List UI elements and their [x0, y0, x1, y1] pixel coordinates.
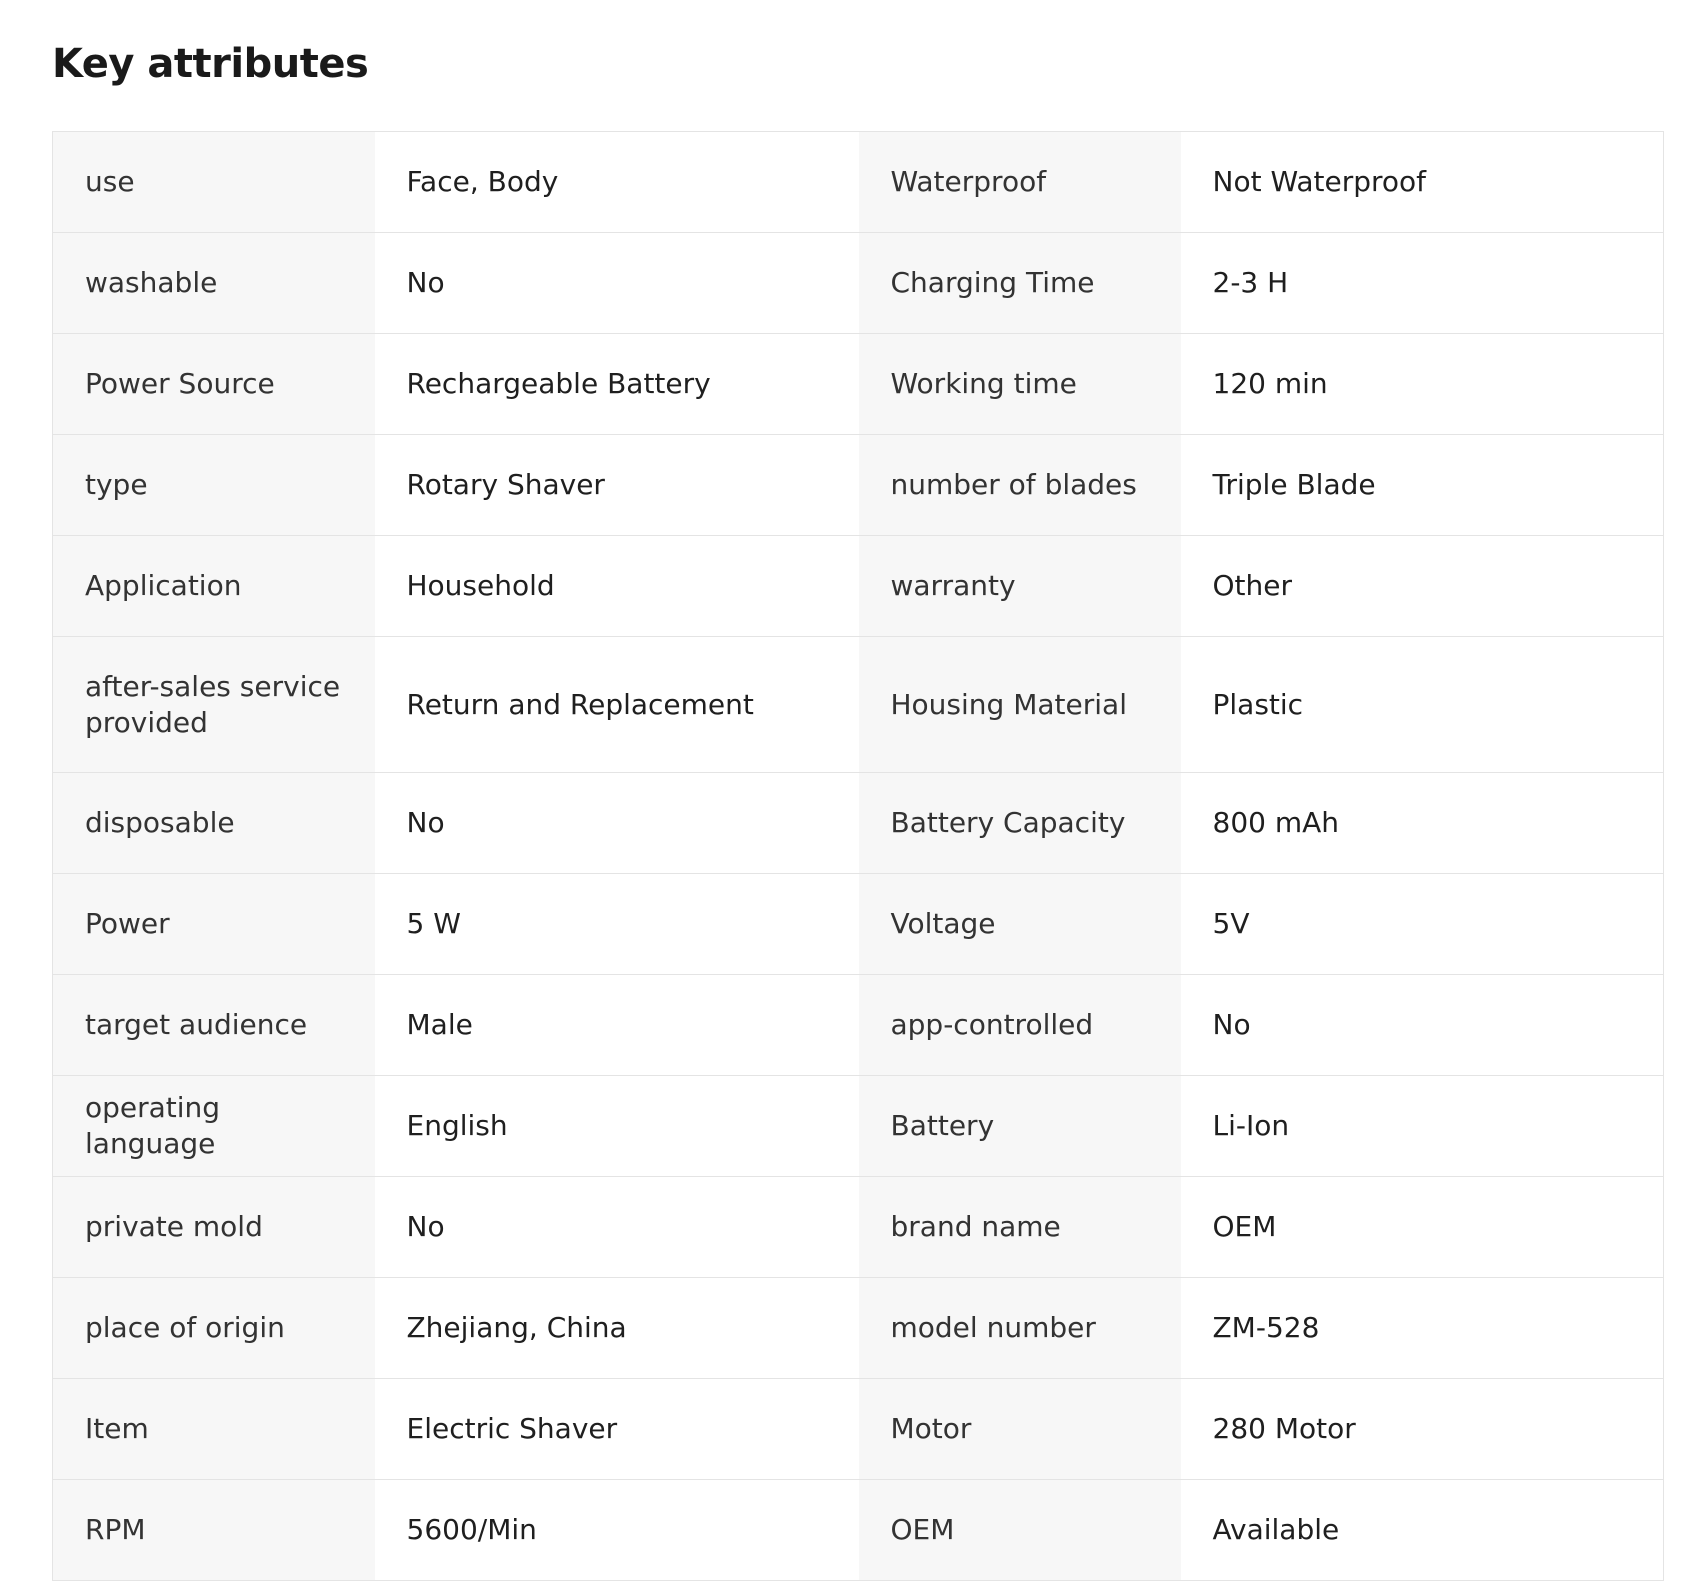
table-row: [53, 435, 1664, 536]
attribute-value: Return and Replacement: [375, 637, 859, 773]
attribute-value: Rotary Shaver: [375, 435, 859, 536]
attribute-name: model number: [859, 1278, 1181, 1379]
table-row: [53, 233, 1664, 334]
attribute-name: place of origin: [53, 1278, 375, 1379]
attribute-name: brand name: [859, 1177, 1181, 1278]
attribute-name: Power: [53, 874, 375, 975]
table-row: [53, 334, 1664, 435]
attribute-name: private mold: [53, 1177, 375, 1278]
attribute-name: disposable: [53, 773, 375, 874]
table-row: [53, 637, 1664, 773]
attribute-value: Li-Ion: [1181, 1076, 1664, 1177]
attribute-value: Face, Body: [375, 132, 859, 233]
attribute-value: Household: [375, 536, 859, 637]
table-row: [53, 1177, 1664, 1278]
attribute-name: Housing Material: [859, 637, 1181, 773]
attribute-value: Available: [1181, 1480, 1664, 1581]
attribute-name: Application: [53, 536, 375, 637]
attribute-name: Charging Time: [859, 233, 1181, 334]
table-row: [53, 132, 1664, 233]
attribute-name: target audience: [53, 975, 375, 1076]
attribute-name: Waterproof: [859, 132, 1181, 233]
attribute-name: RPM: [53, 1480, 375, 1581]
table-row: [53, 1480, 1664, 1581]
attribute-value: ZM-528: [1181, 1278, 1664, 1379]
table-row: [53, 975, 1664, 1076]
page-title: Key attributes: [52, 41, 369, 87]
attribute-name: number of blades: [859, 435, 1181, 536]
attribute-value: Triple Blade: [1181, 435, 1664, 536]
attribute-name: after-sales service provided: [53, 637, 375, 773]
attribute-value: Male: [375, 975, 859, 1076]
attribute-name: use: [53, 132, 375, 233]
attribute-value: 800 mAh: [1181, 773, 1664, 874]
table-row: [53, 773, 1664, 874]
table-row: [53, 1076, 1664, 1177]
attribute-value: Electric Shaver: [375, 1379, 859, 1480]
attribute-value: 5 W: [375, 874, 859, 975]
attribute-name: Working time: [859, 334, 1181, 435]
attribute-value: No: [375, 1177, 859, 1278]
attribute-value: English: [375, 1076, 859, 1177]
table-row: [53, 1379, 1664, 1480]
attribute-value: 5V: [1181, 874, 1664, 975]
attribute-name: warranty: [859, 536, 1181, 637]
attribute-name: operating language: [53, 1076, 375, 1177]
attribute-value: Plastic: [1181, 637, 1664, 773]
attribute-name: type: [53, 435, 375, 536]
attribute-name: Power Source: [53, 334, 375, 435]
attribute-name: Motor: [859, 1379, 1181, 1480]
table-row: [53, 536, 1664, 637]
attribute-name: Item: [53, 1379, 375, 1480]
key-attributes-section: [52, 0, 1663, 1546]
attribute-value: No: [375, 773, 859, 874]
attribute-name: OEM: [859, 1480, 1181, 1581]
attribute-value: 5600/Min: [375, 1480, 859, 1581]
attribute-value: No: [1181, 975, 1664, 1076]
attribute-name: app-controlled: [859, 975, 1181, 1076]
attribute-value: 280 Motor: [1181, 1379, 1664, 1480]
attribute-name: Battery: [859, 1076, 1181, 1177]
attribute-value: 120 min: [1181, 334, 1664, 435]
table-row: [53, 874, 1664, 975]
attribute-value: Zhejiang, China: [375, 1278, 859, 1379]
attribute-name: Voltage: [859, 874, 1181, 975]
attribute-value: Rechargeable Battery: [375, 334, 859, 435]
attribute-value: 2-3 H: [1181, 233, 1664, 334]
attribute-name: Battery Capacity: [859, 773, 1181, 874]
attribute-name: washable: [53, 233, 375, 334]
attribute-value: Other: [1181, 536, 1664, 637]
attribute-value: No: [375, 233, 859, 334]
attribute-value: OEM: [1181, 1177, 1664, 1278]
table-row: [53, 1278, 1664, 1379]
attributes-table: [52, 131, 1664, 1581]
attribute-value: Not Waterproof: [1181, 132, 1664, 233]
